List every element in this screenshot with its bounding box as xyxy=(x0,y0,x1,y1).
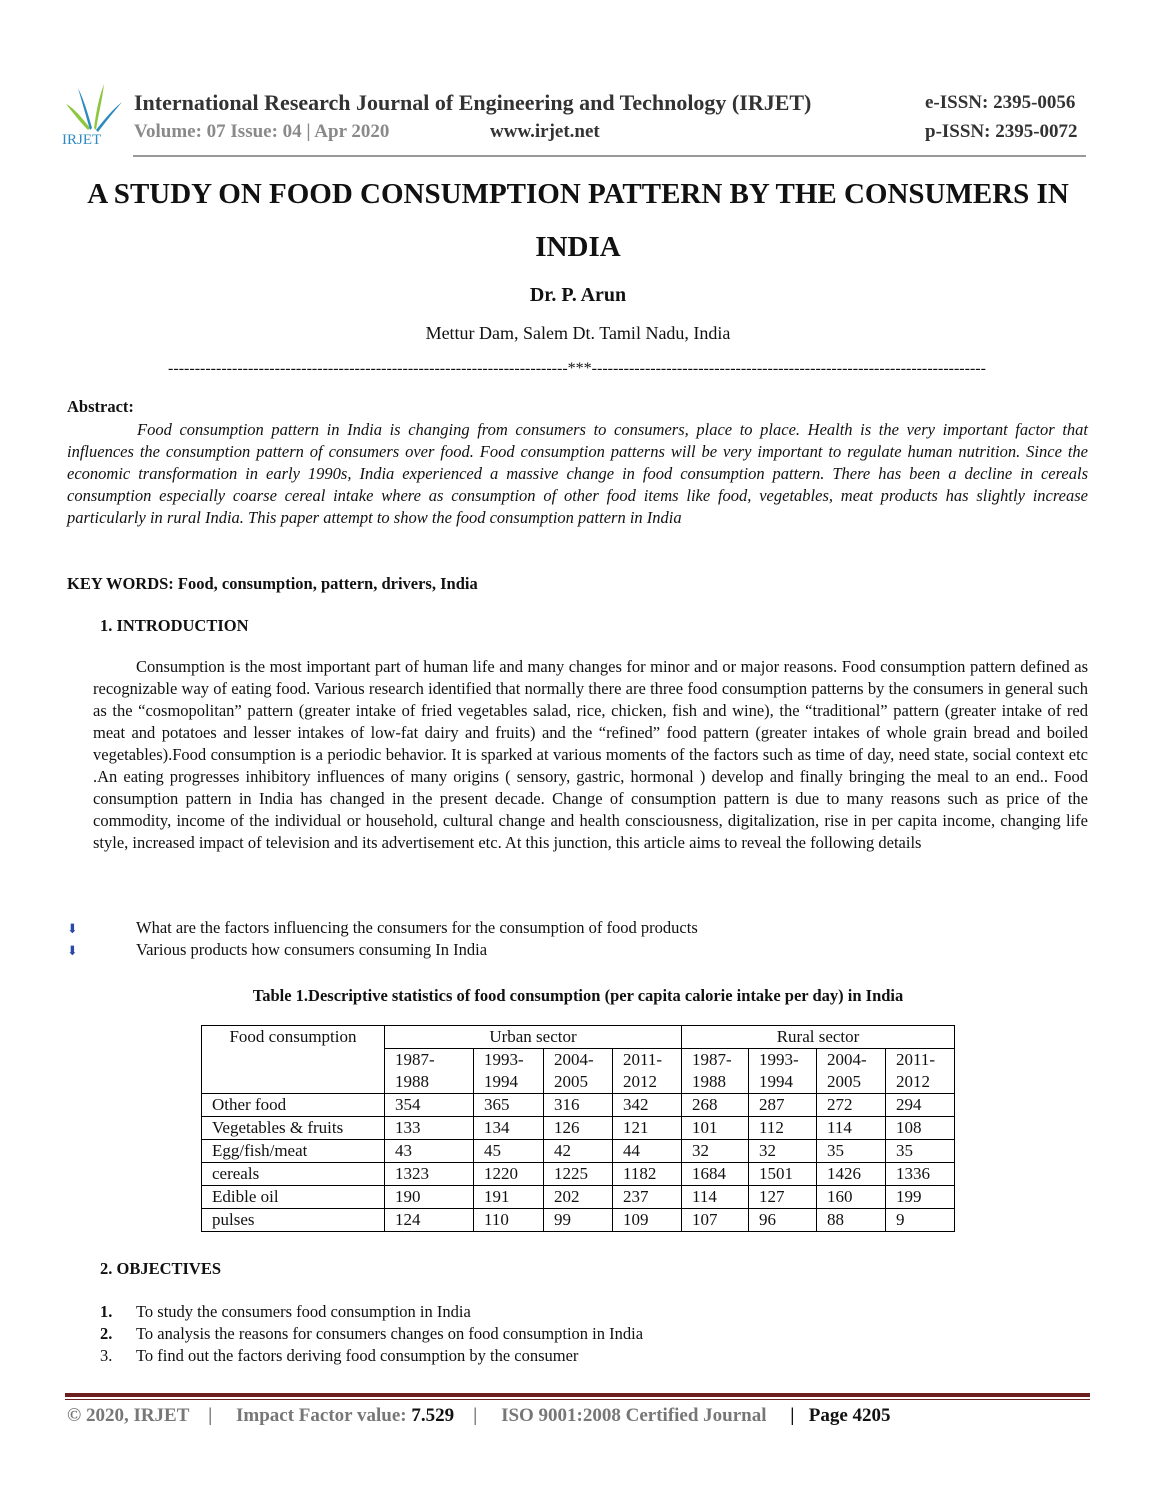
section-heading-objectives: 2. OBJECTIVES xyxy=(100,1259,222,1278)
table-cell: 1684 xyxy=(682,1163,749,1186)
paper-title-line1: A STUDY ON FOOD CONSUMPTION PATTERN BY THE CONSUMERS IN xyxy=(87,178,1069,210)
table-cell: 237 xyxy=(613,1186,682,1209)
irjet-logo xyxy=(60,80,126,146)
journal-volume: Volume: 07 Issue: 04 | Apr 2020 xyxy=(134,121,390,142)
footer-divider: | xyxy=(208,1405,213,1426)
separator: ---------------------------------------------------------------------------***-------------------------------------------------------------------------- xyxy=(168,360,986,377)
food-consumption-table xyxy=(201,1025,955,1232)
footer-rule-thin xyxy=(65,1399,1090,1400)
table-cell: 35 xyxy=(886,1140,955,1163)
table-row xyxy=(202,1186,955,1209)
table-cell: 272 xyxy=(817,1094,886,1117)
table-cell: 88 xyxy=(817,1209,886,1232)
table-cell: 1336 xyxy=(886,1163,955,1186)
footer-iso: ISO 9001:2008 Certified Journal xyxy=(501,1405,767,1426)
table-cell: 9 xyxy=(886,1209,955,1232)
objective-item xyxy=(100,1346,578,1366)
period-start: 2004- xyxy=(827,1050,867,1069)
table-cell: 354 xyxy=(385,1094,474,1117)
table-cell: 127 xyxy=(749,1186,817,1209)
table-cell: 190 xyxy=(385,1186,474,1209)
arrow-bullet-icon: ⬇ xyxy=(67,921,78,936)
period-start: 2004- xyxy=(554,1050,594,1069)
row-label: pulses xyxy=(202,1209,385,1232)
table-cell: 287 xyxy=(749,1094,817,1117)
objective-text: To analysis the reasons for consumers changes on food consumption in India xyxy=(136,1324,644,1343)
header-rule xyxy=(133,155,1086,157)
table-cell: 101 xyxy=(682,1117,749,1140)
table-cell: 134 xyxy=(474,1117,544,1140)
journal-website[interactable]: www.irjet.net xyxy=(490,121,600,142)
table-cell: 1182 xyxy=(613,1163,682,1186)
table-cell: 1225 xyxy=(544,1163,613,1186)
table-cell: 108 xyxy=(886,1117,955,1140)
period-header xyxy=(749,1049,817,1094)
keywords: KEY WORDS: Food, consumption, pattern, drivers, India xyxy=(67,574,478,593)
table-cell: 44 xyxy=(613,1140,682,1163)
table-cell: 294 xyxy=(886,1094,955,1117)
objective-number: 1. xyxy=(100,1302,113,1321)
table-cell: 268 xyxy=(682,1094,749,1117)
p-issn: p-ISSN: 2395-0072 xyxy=(925,121,1078,142)
table-cell: 112 xyxy=(749,1117,817,1140)
table-corner-header: Food consumption xyxy=(202,1026,385,1094)
footer-divider: | xyxy=(473,1405,478,1426)
e-issn: e-ISSN: 2395-0056 xyxy=(925,92,1076,113)
table-cell: 32 xyxy=(682,1140,749,1163)
table-cell: 1426 xyxy=(817,1163,886,1186)
table-cell: 99 xyxy=(544,1209,613,1232)
bullet-item xyxy=(67,918,698,938)
table-cell: 160 xyxy=(817,1186,886,1209)
footer-rule-thick xyxy=(65,1393,1090,1397)
table-cell: 202 xyxy=(544,1186,613,1209)
row-label: Edible oil xyxy=(202,1186,385,1209)
period-header xyxy=(544,1049,613,1094)
row-label: Other food xyxy=(202,1094,385,1117)
table-cell: 1323 xyxy=(385,1163,474,1186)
table-cell: 45 xyxy=(474,1140,544,1163)
period-start: 1993- xyxy=(484,1050,524,1069)
bullet-text: What are the factors influencing the consumers for the consumption of food products xyxy=(136,918,698,937)
table-row xyxy=(202,1140,955,1163)
objective-number: 2. xyxy=(100,1324,113,1343)
table-cell: 110 xyxy=(474,1209,544,1232)
table-cell: 114 xyxy=(817,1117,886,1140)
period-start: 1993- xyxy=(759,1050,799,1069)
section-heading-introduction: 1. INTRODUCTION xyxy=(100,616,249,635)
period-end: 1994 xyxy=(759,1072,793,1091)
footer-page-number: Page 4205 xyxy=(808,1405,891,1426)
footer-divider: | xyxy=(790,1405,795,1426)
table-cell: 1220 xyxy=(474,1163,544,1186)
period-header xyxy=(817,1049,886,1094)
table-cell: 316 xyxy=(544,1094,613,1117)
period-start: 2011- xyxy=(896,1050,936,1069)
introduction-text: Consumption is the most important part of human life and many changes for minor and or major reasons. Food consumption pattern defined as recognizable way of eating food. Various research identified that normally there are three food consumption patterns by the consumers in general such as the “cosmopolitan” pattern (greater intake of fried vegetables salad, rice, chicken, fish and wine), the “traditional” pattern (greater intake of red meat and potatoes and lesser intakes of low-fat dairy and fruits) and the “refined” food pattern (greater intakes of whole grain bread and boiled vegetables).Food consumption is a periodic behavior. It is sparked at various moments of the factors such as time of day, need state, social context etc .An eating progresses inhibitory influences of many origins ( sensory, gastric, hormonal ) develop and finally bringing the meal to an end.. Food consumption pattern in India has changed in the present decade. Change of consumption pattern is due to many reasons such as price of the commodity, income of the individual or household, cultural change and health consciousness, digitalization, rise in per capita income, changing life style, increased impact of television and its advertisement etc. At this junction, this article aims to reveal the following details xyxy=(93,657,1088,852)
period-end: 2012 xyxy=(623,1072,657,1091)
table-cell: 35 xyxy=(817,1140,886,1163)
period-header xyxy=(474,1049,544,1094)
table-caption: Table 1.Descriptive statistics of food consumption (per capita calorie intake per day) in India xyxy=(252,986,904,1005)
table-cell: 32 xyxy=(749,1140,817,1163)
row-label: cereals xyxy=(202,1163,385,1186)
period-header xyxy=(385,1049,474,1094)
row-label: Vegetables & fruits xyxy=(202,1117,385,1140)
table-header-row xyxy=(202,1026,955,1049)
table-cell: 114 xyxy=(682,1186,749,1209)
objective-text: To study the consumers food consumption in India xyxy=(136,1302,471,1321)
period-header xyxy=(682,1049,749,1094)
period-start: 1987- xyxy=(395,1050,435,1069)
table-cell: 109 xyxy=(613,1209,682,1232)
table-cell: 107 xyxy=(682,1209,749,1232)
table-cell: 42 xyxy=(544,1140,613,1163)
bullet-item xyxy=(67,940,487,960)
table-cell: 365 xyxy=(474,1094,544,1117)
period-end: 1988 xyxy=(395,1072,429,1091)
objective-number: 3. xyxy=(100,1346,113,1365)
footer-copyright: © 2020, IRJET xyxy=(67,1405,190,1426)
arrow-bullet-icon: ⬇ xyxy=(67,943,78,958)
objective-item xyxy=(100,1302,471,1322)
svg-text:IRJET: IRJET xyxy=(62,132,102,146)
table-cell: 191 xyxy=(474,1186,544,1209)
footer xyxy=(67,1405,891,1427)
author: Dr. P. Arun xyxy=(529,284,627,306)
table-row xyxy=(202,1209,955,1232)
period-header xyxy=(886,1049,955,1094)
period-start: 1987- xyxy=(692,1050,732,1069)
table-cell: 133 xyxy=(385,1117,474,1140)
journal-title: International Research Journal of Engineering and Technology (IRJET) xyxy=(134,90,812,115)
abstract-text: Food consumption pattern in India is changing from consumers to consumers, place to place. Health is the very important factor that influences the consumption pattern of consumers over food. Food consumption patterns will be very important to regulate human nutrition. Since the economic transformation in early 1990s, India experienced a massive change in food consumption pattern. There has been a decline in cereals consumption especially coarse cereal intake where as consumption of other food items like food, vegetables, meat products has slightly increase particularly in rural India. This paper attempt to show the food consumption pattern in India xyxy=(67,420,1088,527)
row-label: Egg/fish/meat xyxy=(202,1140,385,1163)
table-row xyxy=(202,1094,955,1117)
period-end: 2005 xyxy=(827,1072,861,1091)
period-end: 2012 xyxy=(896,1072,930,1091)
period-header xyxy=(613,1049,682,1094)
period-end: 2005 xyxy=(554,1072,588,1091)
urban-sector-header: Urban sector xyxy=(385,1026,682,1049)
objective-item xyxy=(100,1324,643,1344)
period-end: 1994 xyxy=(484,1072,518,1091)
period-end: 1988 xyxy=(692,1072,726,1091)
paper-title-line2: INDIA xyxy=(535,231,621,263)
table-cell: 124 xyxy=(385,1209,474,1232)
table-cell: 126 xyxy=(544,1117,613,1140)
table-cell: 43 xyxy=(385,1140,474,1163)
rural-sector-header: Rural sector xyxy=(682,1026,955,1049)
footer-impact-label: Impact Factor value: xyxy=(236,1405,412,1426)
table-row xyxy=(202,1163,955,1186)
bullet-text: Various products how consumers consuming In India xyxy=(136,940,488,959)
footer-impact-value: 7.529 xyxy=(411,1405,455,1426)
affiliation: Mettur Dam, Salem Dt. Tamil Nadu, India xyxy=(425,323,731,343)
objective-text: To find out the factors deriving food consumption by the consumer xyxy=(136,1346,579,1365)
table-cell: 1501 xyxy=(749,1163,817,1186)
table-cell: 342 xyxy=(613,1094,682,1117)
table-cell: 121 xyxy=(613,1117,682,1140)
table-cell: 96 xyxy=(749,1209,817,1232)
abstract-heading: Abstract: xyxy=(67,397,134,416)
table-row xyxy=(202,1117,955,1140)
table-cell: 199 xyxy=(886,1186,955,1209)
period-start: 2011- xyxy=(623,1050,663,1069)
